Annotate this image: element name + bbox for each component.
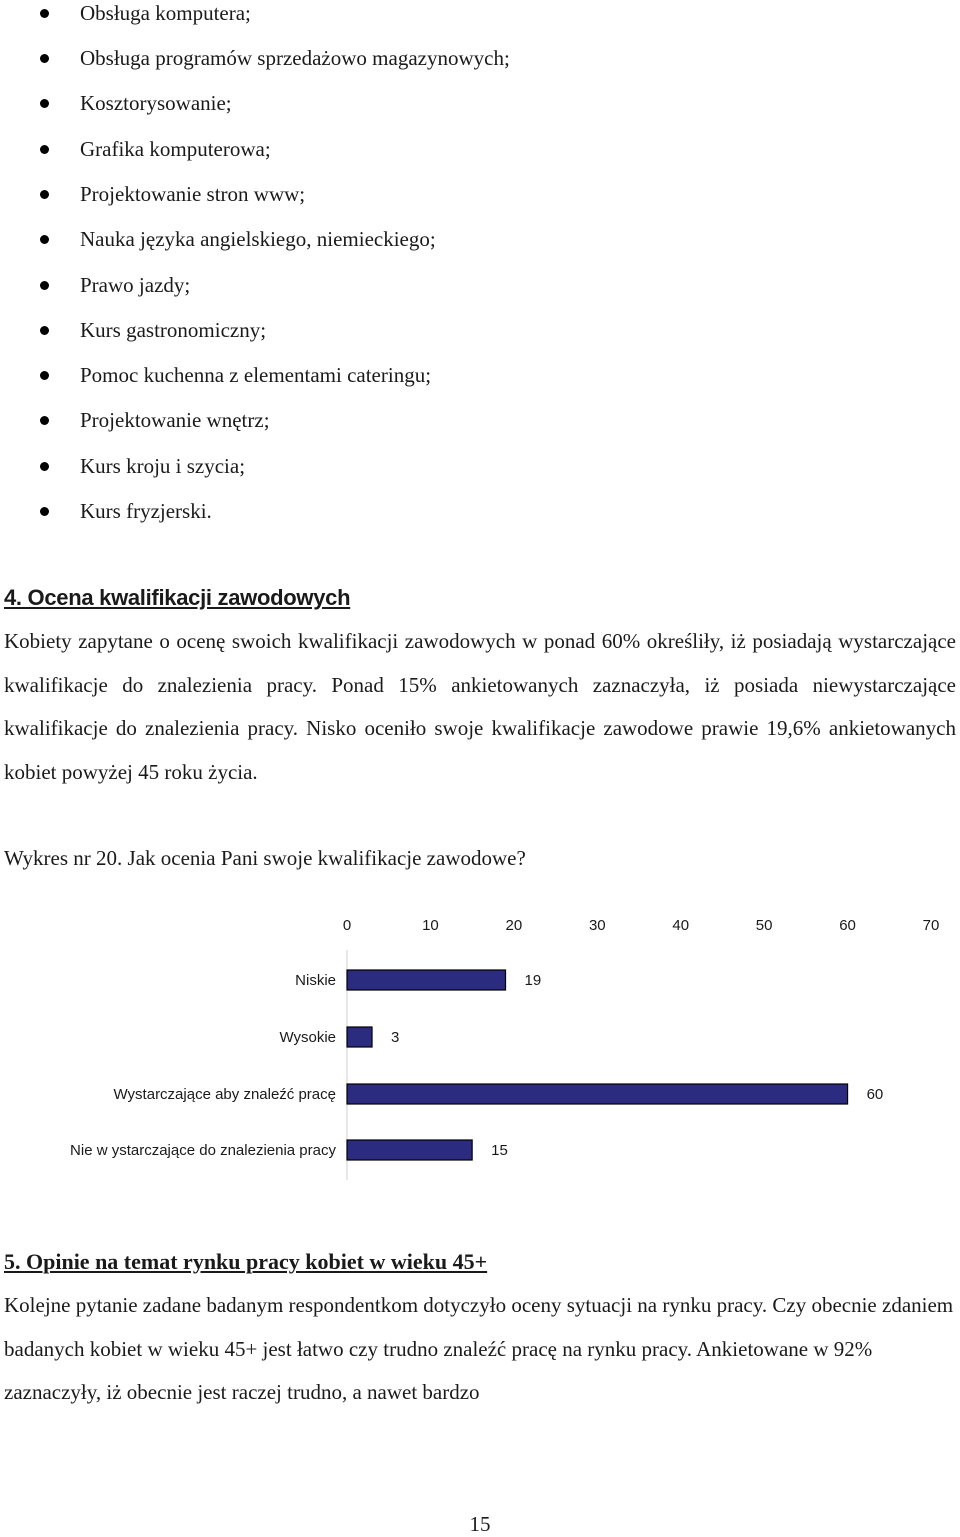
x-tick-label: 60 bbox=[839, 917, 856, 934]
section-5-paragraph: Kolejne pytanie zadane badanym respondentkom dotyczyło oceny sytuacji na rynku pracy. Czy obecnie zdaniem badanych kobiet w wieku 45+ jest łatwo czy trudno znaleźć pracę na rynku pracy. Ankietowane w 92% zaznaczyły, iż obecnie jest raczej trudno, a nawet bardzo bbox=[4, 1293, 954, 1404]
bullet-icon bbox=[40, 326, 49, 335]
data-label: 19 bbox=[524, 972, 542, 989]
bullet-icon bbox=[40, 281, 49, 290]
bullet-icon bbox=[40, 145, 49, 154]
bar bbox=[347, 970, 506, 990]
x-tick-label: 20 bbox=[505, 917, 523, 934]
bullet-icon bbox=[40, 416, 49, 425]
x-tick-label: 40 bbox=[672, 917, 690, 934]
bar bbox=[347, 1084, 848, 1104]
category-label: Wysokie bbox=[279, 1029, 336, 1046]
bullet-icon bbox=[40, 99, 49, 108]
data-label: 3 bbox=[391, 1029, 400, 1046]
section-4-paragraph: Kobiety zapytane o ocenę swoich kwalifikacji zawodowych w ponad 60% określiły, iż posiadają wystarczające kwalifikacje do znalezienia pracy. Ponad 15% ankietowanych zaznaczyła, iż posiada niewystarczające kwalifikacje do znalezienia pracy. Nisko oceniło swoje kwalifikacje zawodowe prawie 19,6% ankietowanych kobiet powyżej 45 roku życia. bbox=[4, 629, 956, 784]
bullet-icon bbox=[40, 371, 49, 380]
x-tick-label: 30 bbox=[588, 917, 606, 934]
bullet-icon bbox=[40, 462, 49, 471]
x-tick-label: 10 bbox=[422, 917, 439, 934]
bullet-icon bbox=[40, 9, 49, 18]
bar bbox=[347, 1027, 372, 1047]
bullet-icon bbox=[40, 235, 49, 244]
x-tick-label: 50 bbox=[755, 917, 773, 934]
bullet-icon bbox=[40, 54, 49, 63]
chart-caption: Wykres nr 20. Jak ocenia Pani swoje kwalifikacje zawodowe? bbox=[4, 846, 526, 870]
x-tick-label: 70 bbox=[922, 917, 940, 934]
bar-chart bbox=[0, 905, 960, 1195]
section-4-heading: 4. Ocena kwalifikacji zawodowych bbox=[4, 585, 351, 610]
bar bbox=[347, 1140, 472, 1160]
bullet-icon bbox=[40, 190, 49, 199]
section-5-heading: 5. Opinie na temat rynku pracy kobiet w wieku 45+ bbox=[4, 1249, 488, 1274]
data-label: 15 bbox=[491, 1142, 508, 1159]
category-label: Niskie bbox=[295, 972, 336, 989]
data-label: 60 bbox=[866, 1086, 884, 1103]
page-number: 15 bbox=[469, 1512, 491, 1536]
x-tick-label: 0 bbox=[342, 917, 352, 934]
category-label: Nie w ystarczające do znalezienia pracy bbox=[70, 1142, 336, 1159]
bullet-icon bbox=[40, 507, 49, 516]
category-label: Wystarczające aby znaleźć pracę bbox=[113, 1086, 336, 1103]
